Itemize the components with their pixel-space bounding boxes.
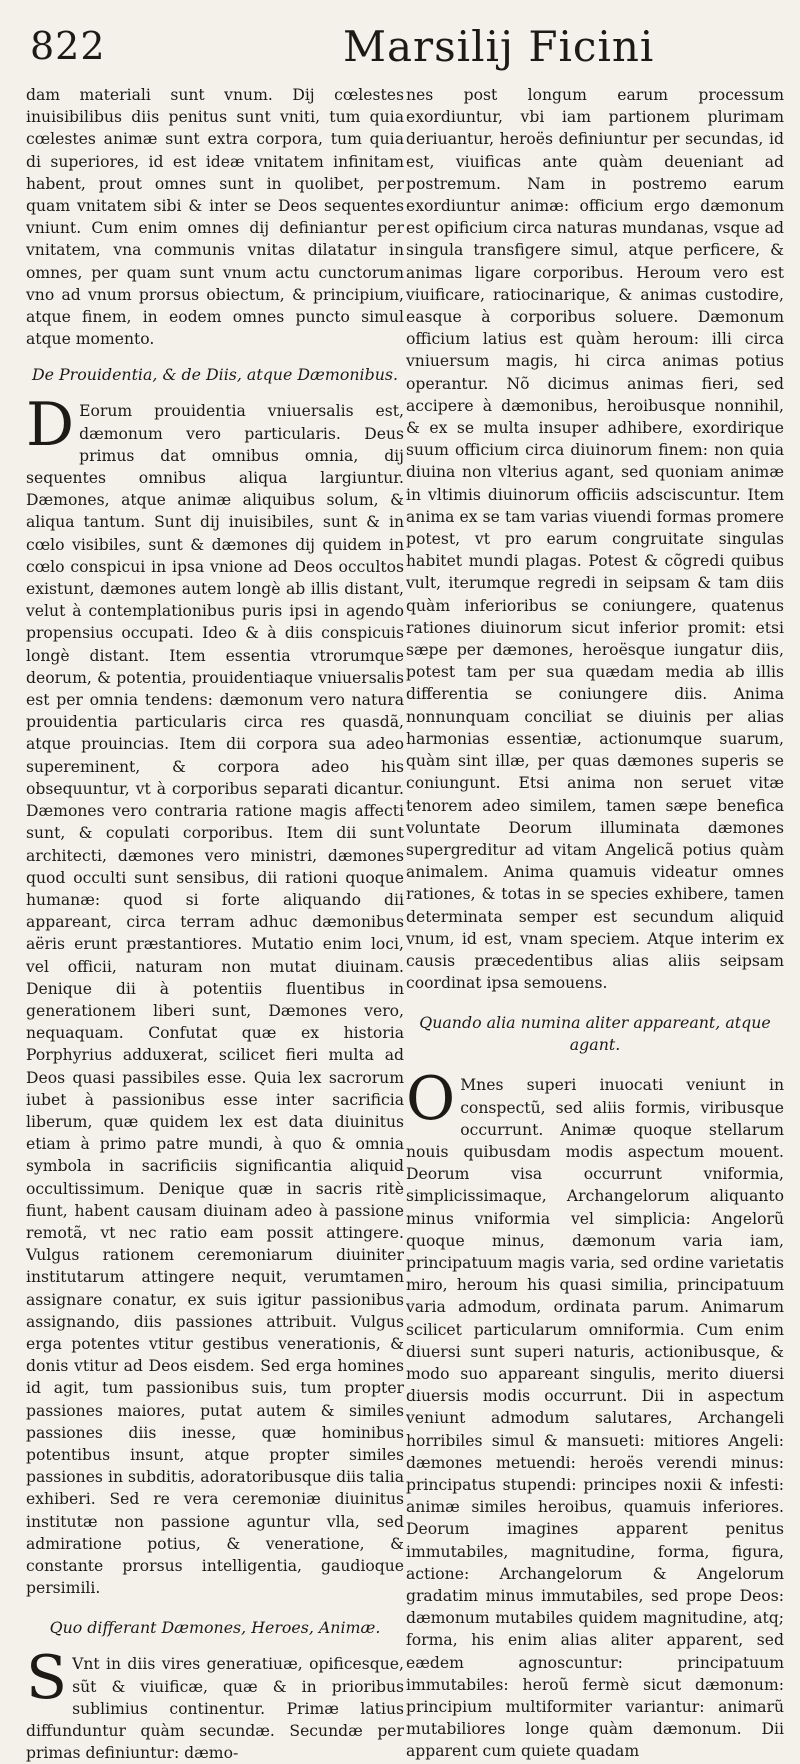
drop-cap: O	[406, 1064, 456, 1135]
page-header	[30, 20, 770, 80]
paragraph-text: Mnes superi inuocati veniunt in conspectũ, sed aliis formis, viribusque occurrunt. Animæ quoque stellarum nouis quibusdam modis aspectum mouent. Deorum visa occurrunt vniformia, simplicissimaque, Archangelorum aliquanto minus vniformia vel simplicia: Angelorũ quoque minus, dæmonum varia iam, principatuum magis varia, sed ordine varietatis miro, heroum his quasi similia, principatuum varia admodum, ordinata parum. Animarum scilicet particularum omniformia. Cum enim diuersi sunt superi naturis, actionibusque, & modo suo appareant singulis, merito diuersi diuersis modis occurrunt. Dii in aspectum veniunt admodum salutares, Archangeli horribiles simul & mansueti: mitiores Angeli: dæmones metuendi: heroës verendi minus: principatus stupendi: principes noxii & infesti: animæ similes heroibus, quamuis inferiores. Deorum imagines apparent penitus immutabiles, magnitudine, forma, figura, actione: Archangelorum & Angelorum gradatim minus immutabiles, sed prope Deos: dæmonum mutabiles quidem magnitudine, atq; forma, his enim alias aliter apparent, sed eædem agnoscuntur: principatuum immutabiles: heroũ fermè sicut dæmonum: principium multiformiter variantur: animarũ mutabiliores longe quàm dæmonum. Dii apparent cum quiete quadam	[406, 1076, 784, 1761]
section-heading: De Prouidentia, & de Diis, atque Dæmonibus.	[32, 365, 398, 385]
paragraph-text: Eorum prouidentia vniuersalis est, dæmonum vero particularis. Deus primus dat omnibus omnia, dij sequentes omnibus aliqua largiuntur. Dæmones, atque animæ aliquibus solum, & aliqua tantum. Sunt dij inuisibiles, sunt & in cœlo visibiles, sunt & dæmones dij quidem in cœlo conspicui in ipsa vnione ad Deos occultos existunt, dæmones autem longè ab illis distant, velut à contemplationibus puris ipsi in agendo propensius occupati. Ideo & à diis conspicuis longè distant. Item essentia vtrorumque deorum, & potentia, prouidentiaque vniuersalis est per omnia tendens: dæmonum vero natura prouidentia particularis circa res quasdã, atque prouincias. Item dii corpora sua adeo supereminent, & corpora adeo his obsequuntur, vt à corporibus separati dicantur. Dæmones vero contraria ratione magis affecti sunt, & copulati corporibus. Item dii sunt architecti, dæmones vero ministri, dæmones quod occulti sunt sensibus, dii rationi quoque humanæ: quod si forte aliquando dii appareant, circa terram adhuc dæmonibus aëris erunt præstantiores. Mutatio enim loci, vel officii, naturam non mutat diuinam. Denique dii à potentiis fluentibus in generationem liberi sunt, Dæmones vero, nequaquam. Confutat quæ ex historia Porphyrius adduxerat, scilicet fieri multa ad Deos quasi passibiles esse. Quia lex sacrorum iubet à passionibus esse inter sacrificia liberum, quæ quidem lex est data diuinitus etiam à primo patre mundi, à quo & omnia symbola in sacrificiis significantia aliquid occultissimum. Denique quæ in sacris ritè fiunt, habent causam diuinam adeo à passione remotã, vt nec ratio eam possit attingere. Vulgus rationem ceremoniarum diuiniter institutarum attingere nequit, verumtamen assignare conatur, ex suis igitur passionibus assignando, diis passiones attribuit. Vulgus erga potentes vtitur gestibus venerationis, & donis vtitur ad Deos eisdem. Sed erga homines id agit, tum passionibus suis, tum propter passiones maiores, putat autem & similes passiones diis inesse, quæ hominibus potentibus insunt, atque propter similes passiones in subditis, adoratoribusque diis talia exhiberi. Sed re vera ceremoniæ diuinitus institutæ non passione aguntur vlla, sed admiratione potius, & veneratione, & constante prorsus intelligentia, gaudioque persimili.	[26, 402, 404, 1598]
paragraph	[26, 1643, 404, 1764]
running-title: Marsilij Ficini	[343, 22, 655, 71]
page-number: 822	[30, 24, 106, 68]
section-heading: Quo differant Dæmones, Heroes, Animæ.	[49, 1618, 381, 1638]
section-heading: Quando alia numina aliter appareant, atque agant.	[419, 1013, 771, 1055]
right-column	[406, 84, 784, 1763]
drop-cap: D	[26, 390, 75, 461]
paragraph: nes post longum earum processum exordiuntur, vbi iam partionem plurimam deriuantur, heroës definiuntur per secundas, id est, viuificas ante quàm deueniant ad postremum. Nam in postremo earum exordiuntur animæ: officium ergo dæmonum est opificium circa naturas mundanas, vsque ad singula transfigere simul, atque perficere, & animas ligare corporibus. Heroum vero est viuificare, ratiocinarique, & animas custodire, easque à corporibus soluere. Dæmonum officium latius est quàm heroum: illi circa vniuersum magis, hi circa animas potius operantur. Nõ dicimus animas fieri, sed accipere à dæmonibus, heroibusque nonnihil, & ex se multa insuper adhibere, exordirique suum officium circa diuinorum finem: non quia diuina non vlterius agant, sed quoniam animæ in vltimis diuinorum officiis adsciscuntur. Item anima ex se tam varias viuendi formas promere potest, vt pro earum congruitate singulas habitet mundi plagas. Potest & cõgredi quibus vult, iterumque regredi in seipsam & tam diis quàm inferioribus se coniungere, quatenus rationes diuinorum sicut inferior promit: etsi sæpe per dæmones, heroësque iungatur diis, potest tam per sua quædam media ab illis differentia se coniungere diis. Anima nonnunquam conciliat se diuinis per alias harmonias essentiæ, actionumque suarum, quàm sint illæ, per quas dæmones superis se coniungunt. Etsi anima non seruet vitæ tenorem adeo similem, tamen sæpe benefica voluntate Deorum illuminata dæmones supergreditur ad vitam Angelicã potius quàm animalem. Anima quamuis videatur omnes rationes, & totas in se species exhibere, tamen determinata semper est secundum aliquid vnum, id est, vnam speciem. Atque interim ex causis præcedentibus alias aliis seipsam coordinat ipsa semouens.	[406, 86, 784, 993]
drop-cap: S	[26, 1643, 68, 1714]
paragraph: dam materiali sunt vnum. Dij cœlestes inuisibilibus diis penitus sunt vniti, tum quia cœlestes animæ sunt extra corpora, tum quia di superiores, id est ideæ vnitatem infinitam habent, prout omnes sunt in quolibet, per quam vnitatem sibi & inter se Deos sequentes vniunt. Cum enim omnes dij definiantur per vnitatem, vna communis vnitas dilatatur in omnes, per quam sunt vnum actu cunctorum vno ad vnum prorsus obiectum, & principium, atque finem, in eodem omnes puncto simul atque momento.	[26, 86, 404, 349]
left-column	[26, 84, 404, 1764]
paragraph	[406, 1064, 784, 1762]
paragraph-text: Vnt in diis vires generatiuæ, opificesque, sũt & viuificæ, quæ & in prioribus sublimius continentur. Primæ latius diffunduntur quàm secundæ. Secundæ per primas definiuntur: dæmo-	[26, 1655, 404, 1763]
paragraph	[26, 390, 404, 1599]
